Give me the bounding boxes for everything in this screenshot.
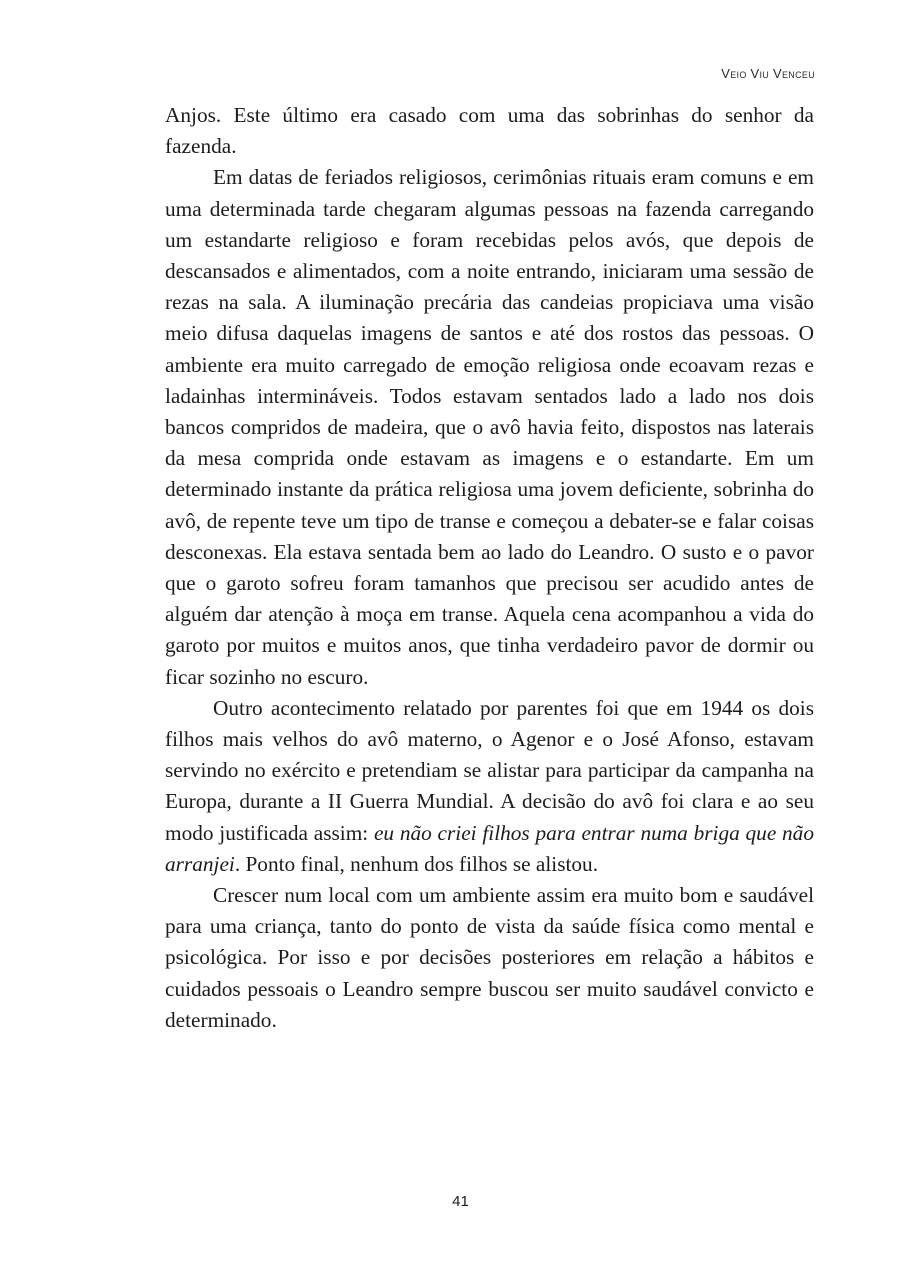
paragraph-religious-ceremony: Em datas de feriados religiosos, cerimônias rituais eram comuns e em uma determinada tarde chegaram algumas pessoas na fazenda carregando um estandarte religioso e foram recebidas pelos avós, que depois de descansados e alimentados, com a noite entrando, iniciaram uma sessão de rezas na sala. A iluminação precária das candeias propiciava uma visão meio difusa daquelas imagens de santos e até dos rostos das pessoas. O ambiente era muito carregado de emoção religiosa onde ecoavam rezas e ladainhas intermináveis. Todos estavam sentados lado a lado nos dois bancos compridos de madeira, que o avô havia feito, dispostos nas laterais da mesa comprida onde estavam as imagens e o estandarte. Em um determinado instante da prática religiosa uma jovem deficiente, sobrinha do avô, de repente teve um tipo de transe e começou a debater-se e falar coisas desconexas. Ela estava sentada bem ao lado do Leandro. O susto e o pavor que o garoto sofreu foram tamanhos que precisou ser acudido antes de alguém dar atenção à moça em transe. Aquela cena acompanhou a vida do garoto por muitos e muitos anos, que tinha verdadeiro pavor de dormir ou ficar sozinho no escuro. [165,165,814,689]
war-anecdote-text-end: . Ponto final, nenhum dos filhos se alistou. [234,851,599,876]
paragraph-healthy-upbringing: Crescer num local com um ambiente assim era muito bom e saudável para uma criança, tanto do ponto de vista da saúde física como mental e psicológica. Por isso e por decisões posteriores em relação a hábitos e cuidados pessoais o Leandro sempre buscou ser muito saudável convicto e determinado. [165,883,814,1032]
body-text [165,100,814,1036]
paragraph-war-anecdote [165,693,814,880]
grandfather-quote: eu não criei filhos para entrar numa briga que não arranjei [165,820,814,876]
paragraph-continued: Anjos. Este último era casado com uma das sobrinhas do senhor da fazenda. [165,103,814,159]
war-anecdote-text-start: Outro acontecimento relatado por parentes foi que em 1944 os dois filhos mais velhos do avô materno, o Agenor e o José Afonso, estavam servindo no exército e pretendiam se alistar para participar da campanha na Europa, durante a II Guerra Mundial. A decisão do avô foi clara e ao seu modo justificada assim: [165,695,814,845]
page-number: 41 [452,1193,469,1210]
running-head-title: Veio Viu Venceu [721,66,815,81]
